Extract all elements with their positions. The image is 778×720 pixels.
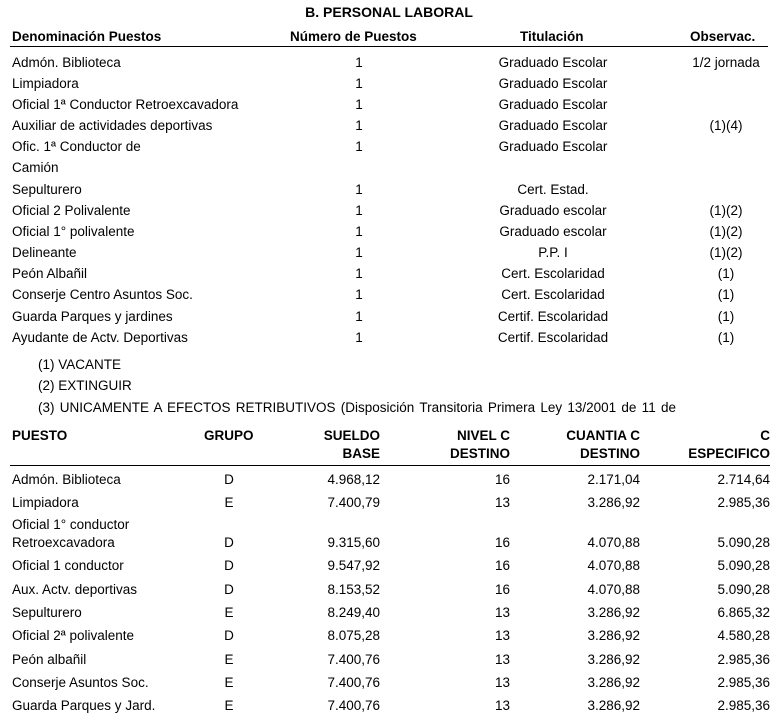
t2-cell-grupo: E	[224, 495, 234, 510]
t1-cell-observac: (1)(2)	[709, 203, 743, 218]
t1-cell-denominacion: Delineante	[12, 245, 77, 260]
t2-cell-puesto-cont: Retroexcavadora	[12, 535, 115, 550]
t2-header-cuantia: CUANTIA C	[566, 428, 640, 443]
t1-cell-observac: (1)(4)	[709, 118, 743, 133]
t1-cell-denominacion: Conserje Centro Asuntos Soc.	[12, 287, 193, 302]
t1-cell-titulacion: Graduado Escolar	[498, 76, 608, 91]
t2-cell-puesto: Oficial 1 conductor	[12, 558, 124, 573]
t2-cell-cuantia: 2.171,04	[587, 472, 640, 487]
t2-header-cuantia: DESTINO	[579, 446, 640, 461]
t2-header-especifico: C	[760, 428, 770, 443]
t2-cell-sueldo: 8.249,40	[327, 605, 380, 620]
t2-cell-grupo: D	[224, 535, 234, 550]
t2-cell-sueldo: 7.400,76	[327, 652, 380, 667]
t2-cell-sueldo: 8.075,28	[327, 628, 380, 643]
t1-cell-observac: (1)	[717, 266, 735, 281]
t1-cell-denominacion: Oficial 1ª Conductor Retroexcavadora	[12, 97, 239, 112]
t2-cell-grupo: E	[224, 605, 234, 620]
t2-cell-nivel: 16	[494, 472, 510, 487]
t2-cell-especifico: 2.985,36	[717, 675, 770, 690]
t2-cell-especifico: 2.714,64	[717, 472, 770, 487]
t2-cell-puesto: Limpiadora	[12, 495, 79, 510]
t1-cell-titulacion: Graduado Escolar	[498, 118, 608, 133]
t2-cell-nivel: 13	[494, 605, 510, 620]
t2-cell-cuantia: 3.286,92	[587, 675, 640, 690]
t1-cell-observac: (1)	[717, 330, 735, 345]
t1-header-observac: Observac.	[690, 29, 756, 44]
t2-cell-cuantia: 3.286,92	[587, 698, 640, 713]
t2-cell-sueldo: 9.547,92	[327, 558, 380, 573]
t1-cell-numero: 1	[355, 245, 363, 260]
t1-cell-titulacion: Graduado escolar	[499, 224, 607, 239]
t1-cell-numero: 1	[355, 182, 363, 197]
t1-cell-titulacion: Graduado escolar	[499, 203, 607, 218]
t2-header-especifico: ESPECIFICO	[688, 446, 770, 461]
t2-cell-nivel: 13	[494, 628, 510, 643]
t2-header-sueldo: SUELDO	[323, 428, 380, 443]
t1-cell-numero: 1	[355, 139, 363, 154]
t1-cell-denominacion: Auxiliar de actividades deportivas	[12, 118, 213, 133]
t2-cell-sueldo: 4.968,12	[327, 472, 380, 487]
t1-cell-numero: 1	[355, 203, 363, 218]
t1-header-denominacion: Denominación Puestos	[12, 29, 162, 44]
t2-cell-puesto: Guarda Parques y Jard.	[12, 698, 156, 713]
t2-cell-especifico: 5.090,28	[717, 535, 770, 550]
t1-cell-observac: (1)(2)	[709, 245, 743, 260]
t1-cell-denominacion: Ayudante de Actv. Deportivas	[12, 330, 188, 345]
t1-cell-numero: 1	[355, 266, 363, 281]
t2-cell-grupo: D	[224, 582, 234, 597]
t2-header-puesto: PUESTO	[12, 428, 68, 443]
t2-cell-nivel: 13	[494, 698, 510, 713]
t1-cell-titulacion: P.P. I	[538, 245, 568, 260]
t2-cell-sueldo: 7.400,76	[327, 675, 380, 690]
t2-cell-especifico: 5.090,28	[717, 582, 770, 597]
t1-header-numero: Número de Puestos	[290, 29, 417, 44]
footnote: (3) UNICAMENTE A EFECTOS RETRIBUTIVOS (Disposición Transitoria Primera Ley 13/2001 de 11 de	[38, 400, 676, 415]
t2-cell-grupo: E	[224, 675, 234, 690]
t1-cell-denominacion: Oficial 1° polivalente	[12, 224, 135, 239]
footnote: (1) VACANTE	[38, 357, 122, 372]
t2-cell-cuantia: 4.070,88	[587, 535, 640, 550]
t1-cell-titulacion: Graduado Escolar	[498, 97, 608, 112]
t2-cell-grupo: D	[224, 628, 234, 643]
t1-cell-numero: 1	[355, 97, 363, 112]
t1-cell-denominacion: Ofic. 1ª Conductor de	[12, 139, 141, 154]
t1-cell-numero: 1	[355, 309, 363, 324]
t1-cell-denominacion: Admón. Biblioteca	[12, 55, 121, 70]
t1-cell-titulacion: Cert. Estad.	[517, 182, 589, 197]
t2-cell-grupo: D	[224, 472, 234, 487]
t2-cell-nivel: 16	[494, 535, 510, 550]
t2-cell-puesto: Aux. Actv. deportivas	[12, 582, 138, 597]
t2-cell-sueldo: 8.153,52	[327, 582, 380, 597]
t2-cell-puesto: Peón albañil	[12, 652, 87, 667]
t2-cell-puesto: Oficial 1° conductor	[12, 517, 130, 532]
section-title: B. PERSONAL LABORAL	[305, 4, 473, 20]
t1-cell-denominacion: Guarda Parques y jardines	[12, 309, 173, 324]
t1-cell-numero: 1	[355, 224, 363, 239]
t2-cell-especifico: 2.985,36	[717, 698, 770, 713]
t2-cell-sueldo: 7.400,76	[327, 698, 380, 713]
t1-cell-numero: 1	[355, 287, 363, 302]
t1-cell-titulacion: Cert. Escolaridad	[501, 287, 605, 302]
t1-header-titulacion: Titulación	[520, 29, 584, 44]
t1-cell-numero: 1	[355, 55, 363, 70]
t2-cell-cuantia: 3.286,92	[587, 652, 640, 667]
t1-cell-observac: 1/2 jornada	[692, 55, 760, 70]
t2-cell-especifico: 5.090,28	[717, 558, 770, 573]
t2-cell-especifico: 4.580,28	[717, 628, 770, 643]
t2-header-grupo: GRUPO	[204, 428, 254, 443]
t1-cell-titulacion: Cert. Escolaridad	[501, 266, 605, 281]
t2-header-nivel: NIVEL C	[456, 428, 510, 443]
t1-header-rule	[10, 46, 768, 47]
t2-cell-puesto: Conserje Asuntos Soc.	[12, 675, 149, 690]
t1-cell-observac: (1)	[717, 309, 735, 324]
t2-header-rule	[10, 465, 770, 466]
t2-cell-grupo: D	[224, 558, 234, 573]
t2-cell-sueldo: 7.400,79	[327, 495, 380, 510]
t2-cell-nivel: 13	[494, 652, 510, 667]
t1-cell-denominacion: Sepulturero	[12, 182, 82, 197]
footnote: (2) EXTINGUIR	[38, 378, 132, 393]
t2-cell-especifico: 2.985,36	[717, 652, 770, 667]
t1-cell-titulacion: Graduado Escolar	[498, 139, 608, 154]
t1-cell-denominacion: Oficial 2 Polivalente	[12, 203, 131, 218]
t1-cell-titulacion: Certif. Escolaridad	[497, 309, 609, 324]
t2-cell-especifico: 6.865,32	[717, 605, 770, 620]
t2-cell-especifico: 2.985,36	[717, 495, 770, 510]
t2-cell-puesto: Oficial 2ª polivalente	[12, 628, 135, 643]
t1-cell-numero: 1	[355, 118, 363, 133]
t2-cell-sueldo: 9.315,60	[327, 535, 380, 550]
t1-cell-titulacion: Graduado Escolar	[498, 55, 608, 70]
t2-cell-puesto: Sepulturero	[12, 605, 82, 620]
t2-cell-nivel: 16	[494, 558, 510, 573]
t1-cell-denominacion: Limpiadora	[12, 76, 79, 91]
t2-cell-nivel: 13	[494, 495, 510, 510]
t1-cell-denominacion: Peón Albañil	[12, 266, 88, 281]
t2-cell-cuantia: 3.286,92	[587, 628, 640, 643]
t1-cell-observac: (1)	[717, 287, 735, 302]
t1-cell-numero: 1	[355, 76, 363, 91]
t2-cell-grupo: E	[224, 698, 234, 713]
t2-cell-cuantia: 4.070,88	[587, 558, 640, 573]
t2-cell-cuantia: 3.286,92	[587, 495, 640, 510]
t2-cell-grupo: E	[224, 652, 234, 667]
t1-cell-observac: (1)(2)	[709, 224, 743, 239]
t2-cell-nivel: 16	[494, 582, 510, 597]
t1-cell-denominacion: Camión	[12, 160, 59, 175]
t2-cell-cuantia: 3.286,92	[587, 605, 640, 620]
t1-cell-numero: 1	[355, 330, 363, 345]
t2-cell-nivel: 13	[494, 675, 510, 690]
t2-cell-cuantia: 4.070,88	[587, 582, 640, 597]
t2-header-nivel: DESTINO	[449, 446, 510, 461]
t1-cell-titulacion: Certif. Escolaridad	[497, 330, 609, 345]
t2-header-sueldo: BASE	[342, 446, 380, 461]
t2-cell-puesto: Admón. Biblioteca	[12, 472, 121, 487]
